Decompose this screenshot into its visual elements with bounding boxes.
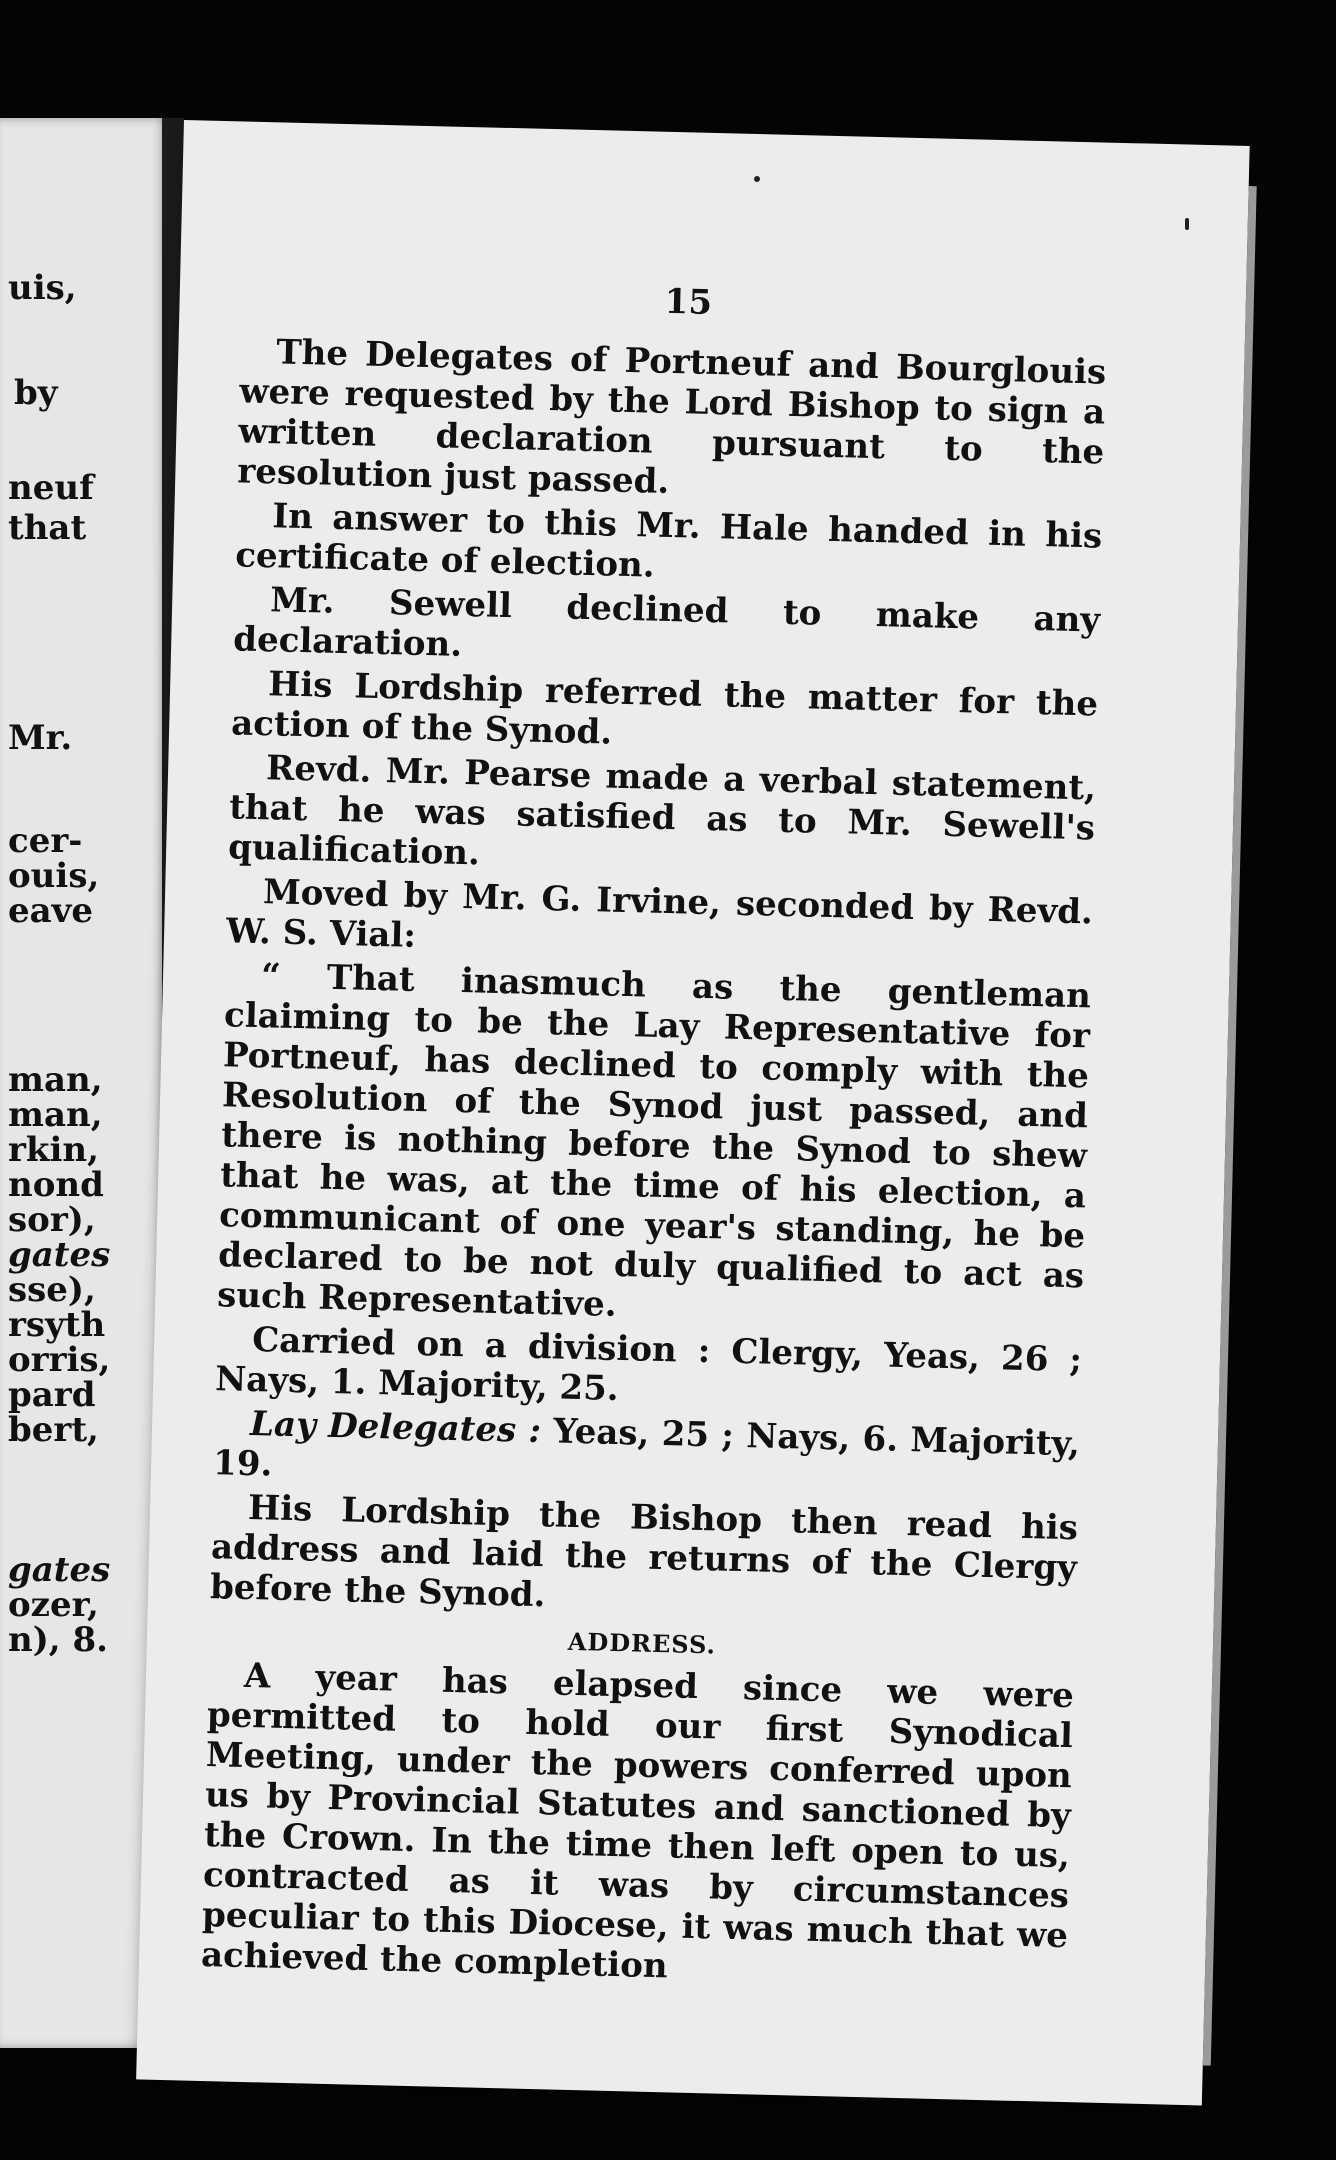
paragraph: His Lordship the Bishop then read his address and laid the returns of the Clergy before the Synod.	[209, 1487, 1079, 1616]
margin-line: Mr.	[8, 718, 73, 758]
lay-delegates-label: Lay Delegates :	[249, 1404, 542, 1452]
ink-speck	[1185, 218, 1189, 230]
paragraph: Carried on a division : Clergy, Yeas, 26 ; Nays, 1. Majority, 25.	[214, 1320, 1083, 1409]
book-page	[136, 120, 1250, 2105]
margin-line: bert,	[8, 1410, 99, 1450]
margin-line: eave	[8, 891, 94, 931]
margin-line: by	[14, 373, 58, 413]
margin-line: ouis,	[8, 856, 100, 896]
margin-line: man,	[8, 1060, 103, 1100]
paragraph	[213, 1403, 1081, 1504]
margin-line: gates	[8, 1550, 111, 1590]
margin-line: pard	[8, 1375, 96, 1415]
lay-delegates-vote: Yeas, 25 ; Nays, 6. Majority, 19.	[212, 1411, 1081, 1485]
margin-line: gates	[8, 1235, 111, 1275]
paragraph: Moved by Mr. G. Irvine, seconded by Revd. W. S. Vial:	[225, 872, 1094, 956]
paragraph: A year has elapsed since we were permitted to hold our first Synodical Meeting, under the powers conferred upon us by Provincial Statutes and sanctioned by the Crown. In the time then left open to us, contracted as it was by circumstances peculiar to this Diocese, it was much that we achieved the completion	[200, 1655, 1075, 1987]
margin-line: uis,	[8, 268, 77, 308]
margin-line: orris,	[8, 1340, 111, 1380]
page-edge	[1203, 186, 1257, 2066]
paragraph: Mr. Sewell declined to make any declaration.	[232, 580, 1101, 665]
margin-line: man,	[8, 1095, 103, 1135]
margin-line: nond	[8, 1165, 104, 1205]
section-heading: ADDRESS.	[567, 1626, 717, 1660]
margin-line: ozer,	[8, 1585, 99, 1625]
margin-line: that	[8, 508, 87, 548]
resolution-quote: “ That inasmuch as the gentleman claiming to be the Lay Representative for Portneuf, has declined to comply with the Resolution of the Synod just passed, and there is nothing before the Synod to shew that he was, at the time of his election, a communicant of one year's standing, he be declared to be not duly qualified to act as such Representative.	[216, 956, 1092, 1325]
ink-speck	[754, 176, 760, 182]
margin-line: neuf	[8, 468, 94, 508]
margin-line: rkin,	[8, 1130, 99, 1170]
page-number: 15	[664, 281, 713, 323]
margin-line: cer-	[8, 821, 83, 861]
paragraph: The Delegates of Portneuf and Bourglouis were requested by the Lord Bishop to sign a written declaration pursuant to the resolution just passed.	[236, 332, 1107, 502]
margin-line: n), 8.	[8, 1620, 108, 1660]
margin-line: rsyth	[8, 1305, 106, 1345]
margin-line: sse),	[8, 1270, 96, 1310]
paragraph: His Lordship referred the matter for the action of the Synod.	[230, 664, 1099, 753]
paragraph: In answer to this Mr. Hale handed in his certificate of election.	[234, 496, 1103, 586]
paragraph: Revd. Mr. Pearse made a verbal statement, that he was satisfied as to Mr. Sewell's qualification.	[227, 748, 1097, 874]
page-body	[201, 331, 1107, 2000]
facing-page-edge	[0, 118, 168, 2048]
margin-line: sor),	[8, 1200, 96, 1240]
